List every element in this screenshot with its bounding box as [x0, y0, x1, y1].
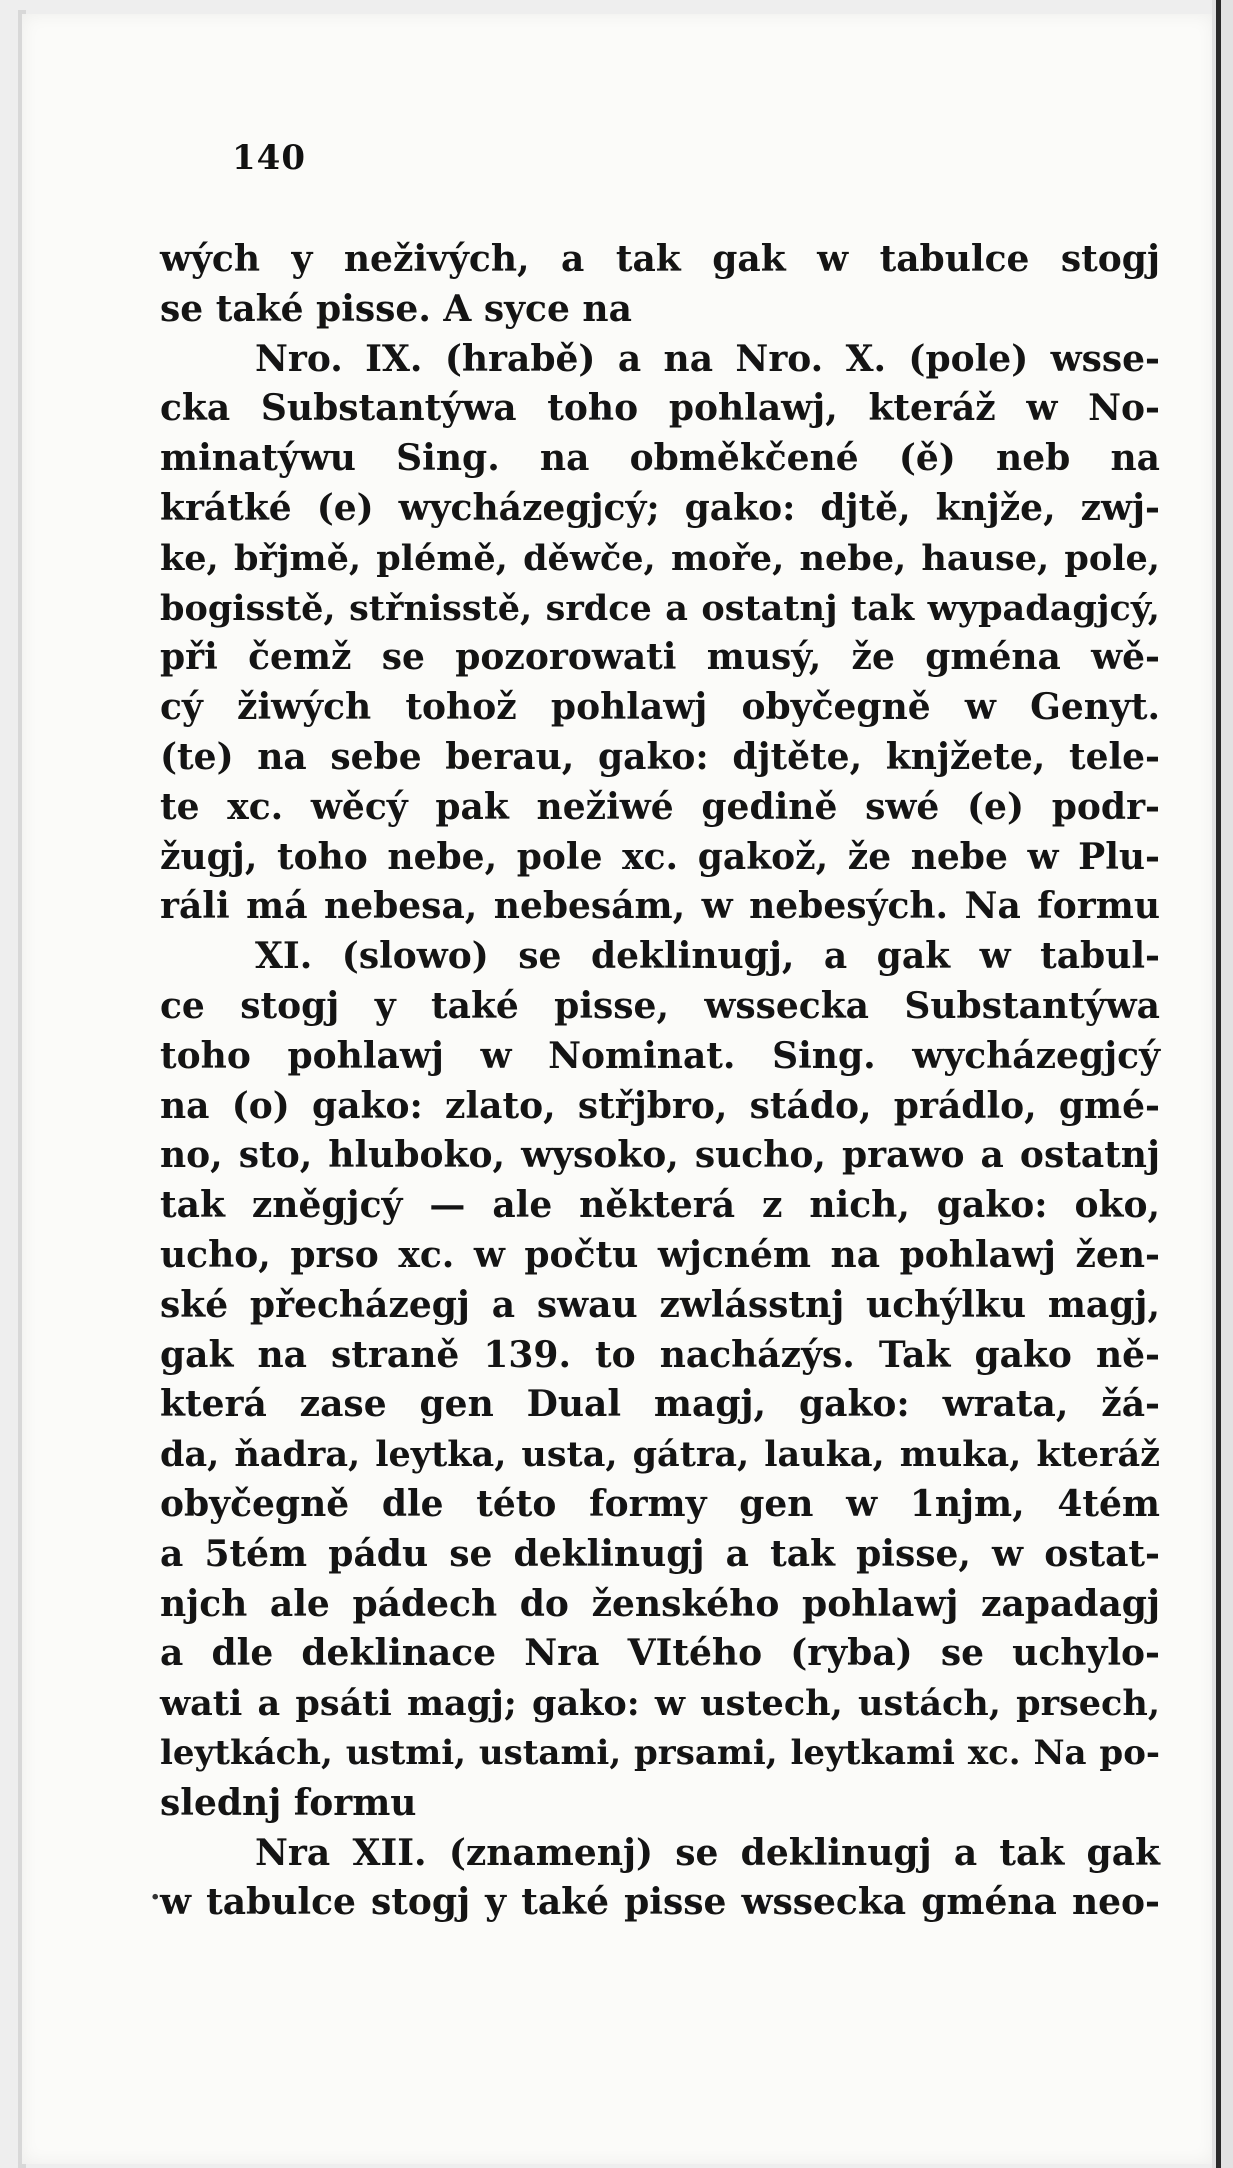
text-line: wých y neživých, a tak gak w tabulce stogj — [160, 238, 1160, 280]
page-right-edge — [1212, 0, 1233, 2168]
text-line: w tabulce stogj y také pisse wssecka gména neo- — [160, 1881, 1160, 1924]
text-line: ráli má nebesa, nebesám, w nebesých. Na formu — [160, 885, 1160, 928]
text-line: a 5tém pádu se deklinugj a tak pisse, w ostat- — [160, 1532, 1160, 1575]
binding-shadow — [1216, 0, 1221, 2168]
text-line: toho pohlawj w Nominat. Sing. wycházegjcý — [160, 1034, 1160, 1077]
text-line: krátké (e) wycházegjcý; gako: djtě, knjže, zwj- — [160, 486, 1160, 529]
text-line: se také pisse. A syce na — [160, 287, 632, 330]
text-line: (te) na sebe berau, gako: djtěte, knjžete, tele- — [160, 735, 1160, 778]
text-line: která zase gen Dual magj, gako: wrata, žá- — [160, 1383, 1160, 1426]
text-line: a dle deklinace Nra VItého (ryba) se uchylo- — [160, 1632, 1160, 1675]
text-line: cka Substantýwa toho pohlawj, kteráž w No- — [160, 387, 1160, 430]
text-line: njch ale pádech do ženského pohlawj zapadagj — [160, 1582, 1160, 1625]
text-line: XI. (slowo) se deklinugj, a gak w tabul- — [255, 935, 1160, 978]
text-line: bogisstě, střnisstě, srdce a ostatnj tak wypadagjcý, — [160, 587, 1160, 629]
text-line: Nro. IX. (hrabě) a na Nro. X. (pole) wsse- — [255, 337, 1160, 380]
text-line: no, sto, hluboko, wysoko, sucho, prawo a ostatnj — [160, 1134, 1160, 1177]
text-line: při čemž se pozorowati musý, že gména wě- — [160, 636, 1160, 679]
text-line: da, ňadra, leytka, usta, gátra, lauka, muka, kteráž — [160, 1434, 1160, 1476]
text-line: Nra XII. (znamenj) se deklinugj a tak gak — [255, 1831, 1160, 1874]
text-line: te xc. wěcý pak nežiwé gedině swé (e) podr- — [160, 785, 1160, 828]
text-line: žugj, toho nebe, pole xc. gakož, že nebe w Plu- — [160, 835, 1160, 878]
text-line: wati a psáti magj; gako: w ustech, ustách, prsech, — [160, 1683, 1160, 1725]
text-line: gak na straně 139. to nacházýs. Tak gako ně- — [160, 1333, 1160, 1376]
text-line: tak zněgjcý — ale některá z nich, gako: oko, — [160, 1184, 1160, 1227]
text-line: na (o) gako: zlato, střjbro, stádo, prádlo, gmé- — [160, 1084, 1160, 1127]
text-line: ce stogj y také pisse, wssecka Substantýwa — [160, 984, 1160, 1027]
text-line: cý žiwých tohož pohlawj obyčegně w Genyt. — [160, 686, 1160, 729]
text-line: minatýwu Sing. na obměkčené (ě) neb na — [160, 437, 1160, 480]
margin-mark: . — [150, 1872, 161, 1907]
page-number: 140 — [232, 138, 306, 178]
text-line: ské přecházegj a swau zwlásstnj uchýlku magj, — [160, 1283, 1160, 1326]
text-line: leytkách, ustmi, ustami, prsami, leytkami xc. Na po- — [160, 1732, 1160, 1773]
text-line: obyčegně dle této formy gen w 1njm, 4tém — [160, 1482, 1160, 1525]
text-line: ke, břjmě, plémě, děwče, moře, nebe, hause, pole, — [160, 537, 1160, 579]
text-line: slednj formu — [160, 1781, 417, 1824]
body-text — [160, 235, 1160, 1928]
text-line: ucho, prso xc. w počtu wjcném na pohlawj žen- — [160, 1233, 1160, 1276]
